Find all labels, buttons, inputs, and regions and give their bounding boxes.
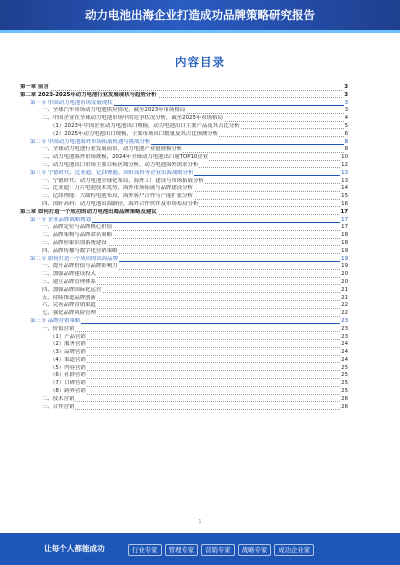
toc-entry-page: 3 <box>344 107 348 114</box>
toc-entry[interactable] <box>20 263 348 271</box>
toc-entry-page: 21 <box>341 294 348 301</box>
toc-entry[interactable] <box>20 107 348 115</box>
toc-entry[interactable] <box>20 217 348 225</box>
toc-entry-label: 四、品牌传播与数字化营销策略 <box>20 248 118 256</box>
toc-entry[interactable] <box>20 146 348 154</box>
toc-entry[interactable] <box>20 295 348 303</box>
toc-entry-label: 四、加强品牌国际化运营 <box>20 287 102 295</box>
toc-entry[interactable] <box>20 372 348 380</box>
toc-entry[interactable] <box>20 162 348 170</box>
toc-entry[interactable] <box>20 232 348 240</box>
toc-entry[interactable] <box>20 131 348 139</box>
toc-entry-page: 19 <box>341 263 348 270</box>
toc-entry-page: 13 <box>341 169 348 176</box>
toc-entry-page: 21 <box>341 286 348 293</box>
toc-entry-page: 22 <box>341 310 348 317</box>
header-accent-stripe <box>0 30 400 33</box>
toc-entry[interactable] <box>20 404 348 412</box>
toc-entry[interactable] <box>20 318 348 326</box>
toc-entry-label: 第二章 2023-2025年动力电池行业发展现状与趋势分析 <box>20 91 157 98</box>
toc-entry-page: 18 <box>341 232 348 239</box>
toc-entry[interactable] <box>20 92 348 100</box>
toc-entry-page: 20 <box>341 278 348 285</box>
footer-tag: 营销专家 <box>201 544 235 556</box>
toc-entry[interactable] <box>20 349 348 357</box>
toc-entry[interactable] <box>20 193 348 201</box>
toc-entry-page: 23 <box>341 333 348 340</box>
toc-entry-page: 22 <box>341 302 348 309</box>
toc-entry-page: 3 <box>344 84 348 90</box>
toc-entry-label: 一、全球动力电池行业发展前景，动力电池产业链规模分析 <box>20 146 183 154</box>
toc-entry-page: 17 <box>341 216 348 223</box>
toc-entry-label: 二、动力电池海外市场规模，2024年全球动力电池出口量TOP10企业 <box>20 154 209 162</box>
footer-tag: 管理专家 <box>165 544 199 556</box>
toc-entry-label: （5）内容营销 <box>20 365 87 373</box>
toc-entry[interactable] <box>20 396 348 404</box>
toc-entry-page: 17 <box>341 224 348 231</box>
toc-entry[interactable] <box>20 100 348 108</box>
toc-entry-page: 24 <box>341 349 348 356</box>
report-title: 动力电池出海企业打造成功品牌策略研究报告 <box>85 8 315 22</box>
toc-entry[interactable] <box>20 365 348 373</box>
toc-entry-label: 第一节 企业品牌战略规划 <box>20 217 92 225</box>
toc-entry-label: 第三节 品牌营销策略 <box>20 318 81 326</box>
table-of-contents <box>20 84 348 519</box>
toc-entry-page: 25 <box>341 380 348 387</box>
toc-entry-page: 26 <box>341 395 348 402</box>
toc-entry[interactable] <box>20 388 348 396</box>
toc-entry[interactable] <box>20 123 348 131</box>
toc-entry[interactable] <box>20 302 348 310</box>
toc-entry-label: 三、动力电池出口市场主要目标区域分析，动力电池海外需求分析 <box>20 162 199 170</box>
page-number: 1 <box>198 519 202 525</box>
toc-entry-label: 第三章 如何打造一个成功的动力电池出海品牌策略及建议 <box>20 208 157 215</box>
toc-entry-page: 13 <box>341 177 348 184</box>
toc-entry-label: 第二节 中国动力电池海外市场拓展机遇与挑战分析 <box>20 139 151 147</box>
toc-entry-page: 25 <box>341 372 348 379</box>
toc-entry-label: （6）社群营销 <box>20 372 87 380</box>
toc-entry-page: 3 <box>344 91 348 98</box>
toc-entry-label: （2）服务营销 <box>20 341 87 349</box>
toc-entry-label: （3）品牌营销 <box>20 349 87 357</box>
toc-entry[interactable] <box>20 341 348 349</box>
toc-entry[interactable] <box>20 287 348 295</box>
toc-entry-page: 24 <box>341 341 348 348</box>
toc-entry-label: 二、品牌架构与品牌命名策略 <box>20 232 113 240</box>
toc-entry-page: 25 <box>341 364 348 371</box>
toc-entry[interactable] <box>20 256 348 264</box>
toc-entry-label: （2）2025年动力电池出口规模，主要市场出口数量及其占比预测分析 <box>20 131 219 139</box>
toc-entry-page: 19 <box>341 247 348 254</box>
toc-entry-page: 3 <box>344 99 348 106</box>
footer-tag-list <box>128 544 314 556</box>
toc-entry[interactable] <box>20 310 348 318</box>
footer-tag: 战略专家 <box>238 544 272 556</box>
toc-entry-label: 六、完善品牌营销渠道 <box>20 302 97 310</box>
toc-entry-label: 第三节 宁德时代、比亚迪、亿纬锂能、国轩高科等企业出海战略分析 <box>20 170 194 178</box>
toc-entry-label: 三、亿纬锂能：大圆柱电池布局，海外客户合作与产能扩张分析 <box>20 193 194 201</box>
toc-entry-page: 12 <box>341 161 348 168</box>
toc-entry-label: 三、品牌形象识别系统建设 <box>20 240 108 248</box>
toc-entry-page: 18 <box>341 239 348 246</box>
toc-entry-page: 8 <box>344 146 348 153</box>
toc-entry-label: 五、持续推进品牌创新 <box>20 295 97 303</box>
toc-entry-page: 16 <box>341 200 348 207</box>
toc-entry-label: （1）产品营销 <box>20 334 87 342</box>
footer-slogan: 让每个人都能成功 <box>44 544 105 553</box>
toc-entry[interactable] <box>20 185 348 193</box>
toc-entry-page: 20 <box>341 271 348 278</box>
toc-entry-label: 四、国轩高科：动力电池出海路径，海外合作伙伴及市场布局分析 <box>20 201 199 209</box>
toc-entry-label: 第二节 如何打造一个成功的出海品牌 <box>20 256 119 264</box>
toc-entry-label: 第一节 中国动力电池市场发展现状 <box>20 100 114 108</box>
toc-entry[interactable] <box>20 279 348 287</box>
toc-entry-label: 三、建立品牌管理体系 <box>20 279 97 287</box>
toc-entry-page: 14 <box>341 185 348 192</box>
toc-entry[interactable] <box>20 115 348 123</box>
toc-entry-page: 17 <box>340 208 348 215</box>
toc-entry[interactable] <box>20 178 348 186</box>
toc-entry-page: 19 <box>341 255 348 262</box>
toc-entry[interactable] <box>20 240 348 248</box>
toc-entry[interactable] <box>20 334 348 342</box>
toc-entry-page: 8 <box>344 138 348 145</box>
report-header <box>0 0 400 30</box>
toc-entry[interactable] <box>20 209 348 217</box>
toc-entry-page: 24 <box>341 356 348 363</box>
toc-entry[interactable] <box>20 271 348 279</box>
toc-heading: 内容目录 <box>175 55 225 69</box>
toc-entry[interactable] <box>20 357 348 365</box>
toc-entry-label: （8）跨界营销 <box>20 388 87 396</box>
toc-entry-page: 4 <box>344 115 348 122</box>
report-footer <box>0 533 400 565</box>
toc-entry-label: 二、中国企业在全球动力电池市场中的竞争状况分析，截至2025年市场格局 <box>20 115 224 123</box>
toc-leader-dots <box>20 90 348 91</box>
toc-entry[interactable] <box>20 139 348 147</box>
toc-entry-label: 一、品牌定位与品牌核心价值 <box>20 224 113 232</box>
toc-entry-label: 二、技术营销 <box>20 396 75 404</box>
toc-entry-label: 一、价值营销 <box>20 326 75 334</box>
toc-entry[interactable] <box>20 170 348 178</box>
toc-entry-label: 二、比亚迪：刀片电池技术优势，海外市场拓展与品牌建设分析 <box>20 185 194 193</box>
toc-entry-page: 10 <box>341 154 348 161</box>
toc-entry-page: 15 <box>341 193 348 200</box>
toc-entry[interactable] <box>20 380 348 388</box>
toc-entry-page: 25 <box>341 388 348 395</box>
toc-entry[interactable] <box>20 84 348 92</box>
toc-entry[interactable] <box>20 154 348 162</box>
toc-entry-label: 三、合作营销 <box>20 404 75 412</box>
toc-entry[interactable] <box>20 224 348 232</box>
footer-tag: 行业专家 <box>128 544 162 556</box>
toc-entry-page: 5 <box>344 122 348 129</box>
toc-entry-label: （7）口碑营销 <box>20 380 87 388</box>
toc-entry-label: 一、全球汽车市场动力电池供应情况，截至2023年市场格局 <box>20 107 186 115</box>
toc-entry-label: 七、强化品牌风险管理 <box>20 310 97 318</box>
toc-entry-label: （1）2023年中国企业动力电池出口规模，动力电池出口主要产品及其占比分析 <box>20 123 241 131</box>
toc-entry-label: （4）渠道营销 <box>20 357 87 365</box>
toc-entry-page: 6 <box>344 130 348 137</box>
toc-entry-label: 第一章 前言 <box>20 84 49 90</box>
toc-entry[interactable] <box>20 248 348 256</box>
toc-entry-page: 23 <box>341 317 348 324</box>
footer-tag: 成功企业家 <box>274 544 314 556</box>
toc-entry-label: 一、宁德时代：动力电池全球化布局，海外工厂建设与市场拓展分析 <box>20 178 205 186</box>
toc-entry-page: 26 <box>341 403 348 410</box>
toc-entry-label: 二、加强品牌建设投入 <box>20 271 97 279</box>
toc-entry[interactable] <box>20 326 348 334</box>
toc-entry[interactable] <box>20 201 348 209</box>
toc-entry-page: 23 <box>341 325 348 332</box>
toc-entry-label: 一、提升品牌价值与品牌影响力 <box>20 263 118 271</box>
